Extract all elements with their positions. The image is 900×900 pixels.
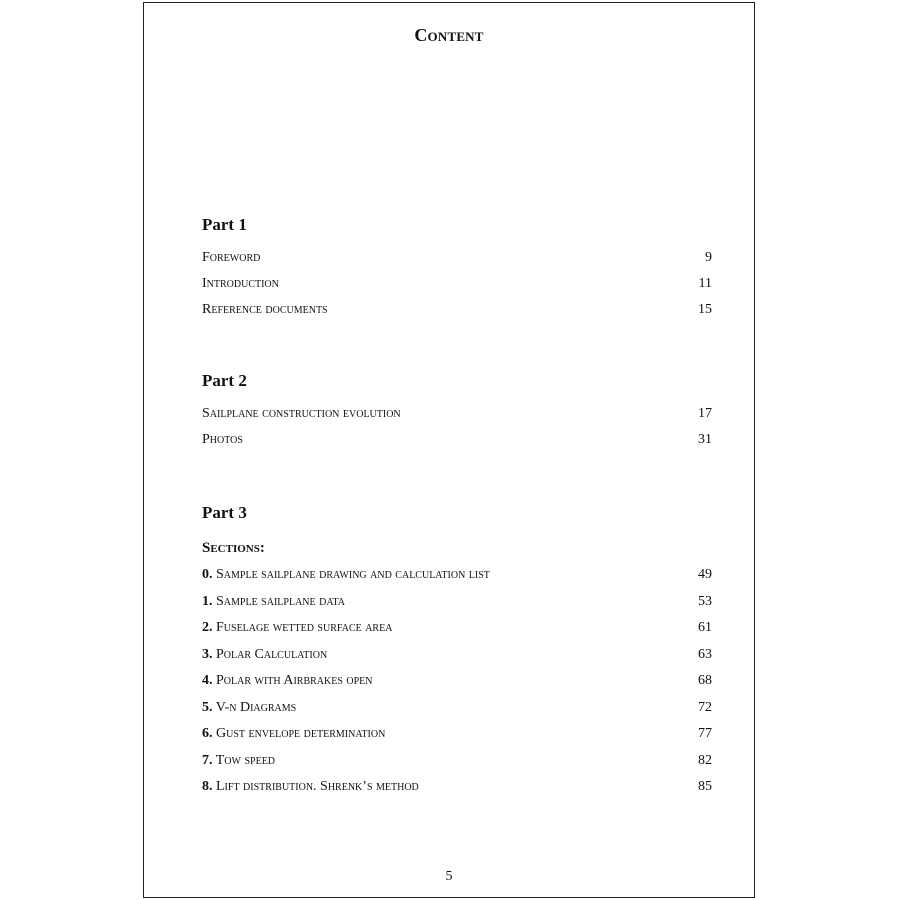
toc-entry-label: Polar with Airbrakes open <box>216 673 373 688</box>
toc-entry-page: 85 <box>698 779 712 794</box>
toc-entry-sailplane-evolution <box>202 404 712 424</box>
section-number: 5. <box>202 700 213 715</box>
section-number: 6. <box>202 726 213 741</box>
toc-section-entry <box>202 618 712 638</box>
toc-section-entry <box>202 645 712 665</box>
toc-entry-foreword <box>202 248 712 268</box>
toc-section-entry <box>202 565 712 585</box>
toc-entry-label: Foreword <box>202 250 261 265</box>
toc-entry-label: Polar Calculation <box>216 647 328 662</box>
toc-entry-label: Introduction <box>202 276 279 291</box>
toc-entry-label: Sample sailplane drawing and calculation list <box>216 567 490 582</box>
toc-entry-page: 49 <box>698 567 712 582</box>
toc-section-entry <box>202 592 712 612</box>
section-number: 2. <box>202 620 213 635</box>
toc-entry-page: 63 <box>698 647 712 662</box>
toc-entry-page: 82 <box>698 753 712 768</box>
toc-entry-label: Fuselage wetted surface area <box>216 620 393 635</box>
toc-entry-page: 61 <box>698 620 712 635</box>
page-title: Content <box>414 25 484 45</box>
toc-section-entry <box>202 751 712 771</box>
toc-entry-label: Sailplane construction evolution <box>202 406 401 421</box>
toc-entry-page: 17 <box>698 406 712 421</box>
section-number: 1. <box>202 594 213 609</box>
section-number: 0. <box>202 567 213 582</box>
toc-entry-page: 11 <box>698 276 712 291</box>
section-number: 8. <box>202 779 213 794</box>
section-number: 4. <box>202 673 213 688</box>
part-3-heading: Part 3 <box>202 503 247 522</box>
toc-entry-introduction <box>202 274 712 294</box>
page-number: 5 <box>445 869 453 884</box>
toc-entry-label: Lift distribution. Shrenk’s method <box>216 779 419 794</box>
toc-entry-page: 77 <box>698 726 712 741</box>
sections-heading: Sections: <box>202 540 265 556</box>
toc-entry-photos <box>202 430 712 450</box>
toc-section-entry <box>202 671 712 691</box>
toc-entry-page: 68 <box>698 673 712 688</box>
document-page <box>143 2 755 898</box>
toc-entry-label: Sample sailplane data <box>216 594 345 609</box>
toc-entry-label: Tow speed <box>215 753 276 768</box>
toc-entry-page: 31 <box>698 432 712 447</box>
toc-entry-label: Reference documents <box>202 302 328 317</box>
section-number: 3. <box>202 647 213 662</box>
toc-entry-label: Gust envelope determination <box>216 726 386 741</box>
toc-entry-page: 72 <box>698 700 712 715</box>
toc-entry-label: V-n Diagrams <box>215 700 297 715</box>
toc-section-entry <box>202 698 712 718</box>
toc-section-entry <box>202 724 712 744</box>
toc-entry-page: 53 <box>698 594 712 609</box>
toc-entry-page: 15 <box>698 302 712 317</box>
part-2-heading: Part 2 <box>202 371 247 390</box>
toc-entry-reference-documents <box>202 300 712 320</box>
toc-entry-page: 9 <box>705 250 712 265</box>
part-1-heading: Part 1 <box>202 215 247 234</box>
toc-entry-label: Photos <box>202 432 243 447</box>
toc-section-entry <box>202 777 712 797</box>
section-number: 7. <box>202 753 213 768</box>
